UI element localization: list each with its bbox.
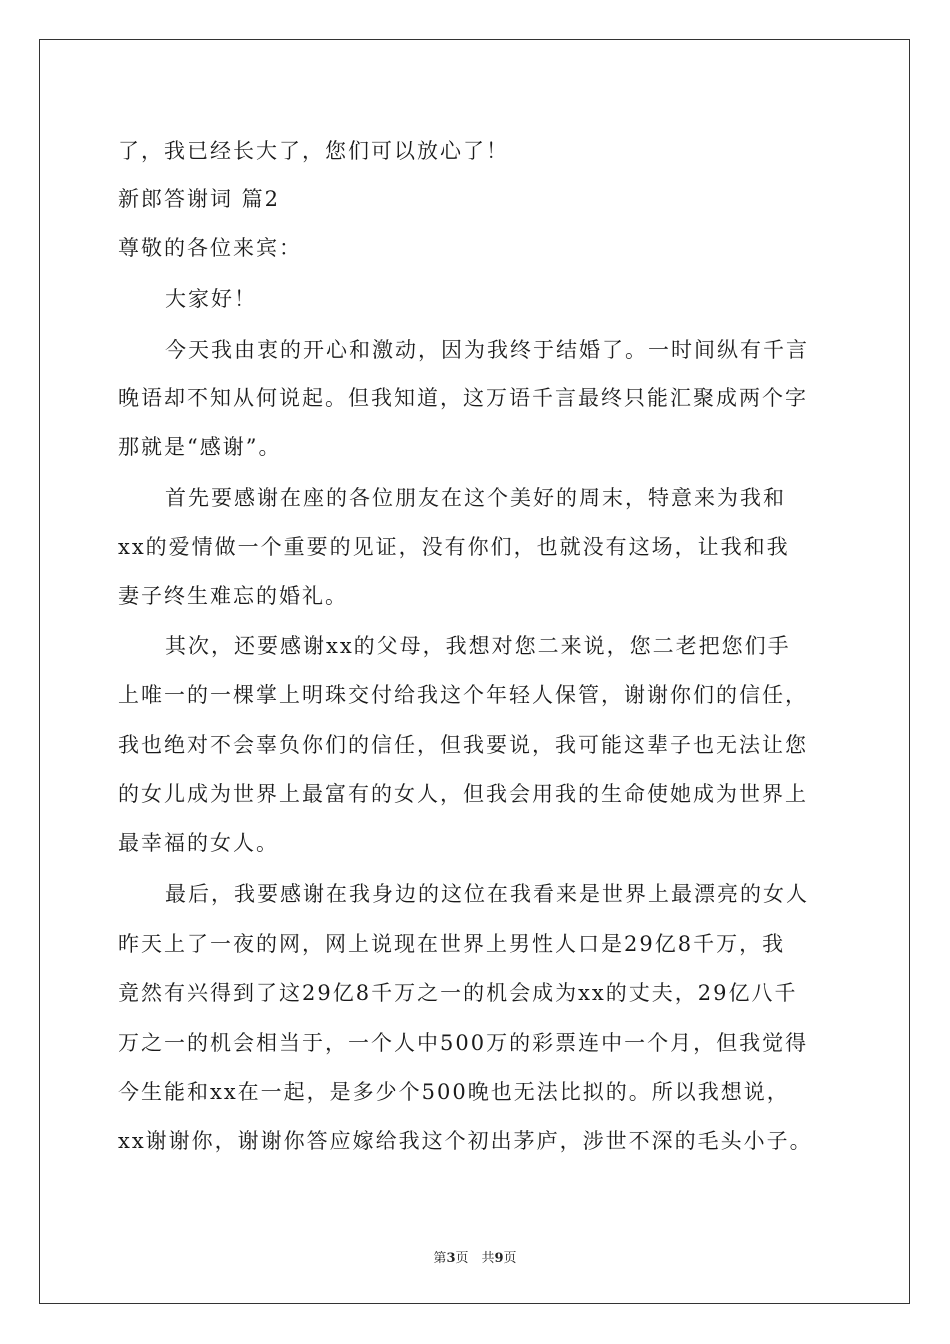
text-line: 晚语却不知从何说起。但我知道，这万语千言最终只能汇聚成两个字 [118,386,808,410]
text-line: 万之一的机会相当于，一个人中500万的彩票连中一个月，但我觉得 [118,1031,809,1055]
text-line: 最后，我要感谢在我身边的这位在我看来是世界上最漂亮的女人 [165,882,809,906]
text-line: 妻子终生难忘的婚礼。 [118,584,348,608]
page-mid: 页 共 [455,1251,495,1266]
total-page-number: 9 [494,1251,504,1266]
text-line: 最幸福的女人。 [118,831,279,855]
current-page-number: 3 [446,1251,456,1266]
text-line: 昨天上了一夜的网，网上说现在世界上男性人口是29亿8千万，我 [118,932,786,956]
section-heading: 新郎答谢词 篇2 [118,187,281,211]
text-line: xx谢谢你，谢谢你答应嫁给我这个初出茅庐，涉世不深的毛头小子。 [118,1129,813,1153]
text-line: 今天我由衷的开心和激动，因为我终于结婚了。一时间纵有千言 [165,338,809,362]
text-line: 那就是“感谢”。 [118,435,282,459]
page-suffix: 页 [503,1251,517,1266]
text-line: 首先要感谢在座的各位朋友在这个美好的周末，特意来为我和 [165,486,786,510]
text-line: 今生能和xx在一起，是多少个500晚也无法比拟的。所以我想说， [118,1080,790,1104]
page-prefix: 第 [433,1251,447,1266]
text-line: 上唯一的一棵掌上明珠交付给我这个年轻人保管，谢谢你们的信任， [118,683,808,707]
text-line: 其次，还要感谢xx的父母，我想对您二来说，您二老把您们手 [165,634,791,658]
text-line: 了，我已经长大了，您们可以放心了！ [118,139,509,163]
text-line: xx的爱情做一个重要的见证，没有你们，也就没有这场，让我和我 [118,535,790,559]
page-border [39,39,910,1304]
text-line: 竟然有兴得到了这29亿8千万之一的机会成为xx的丈夫，29亿八千 [118,981,798,1005]
greeting: 大家好！ [165,287,257,311]
salutation: 尊敬的各位来宾： [118,236,302,260]
text-line: 我也绝对不会辜负你们的信任，但我要说，我可能这辈子也无法让您 [118,733,808,757]
text-line: 的女儿成为世界上最富有的女人，但我会用我的生命使她成为世界上 [118,782,808,806]
page-footer [0,1247,950,1266]
